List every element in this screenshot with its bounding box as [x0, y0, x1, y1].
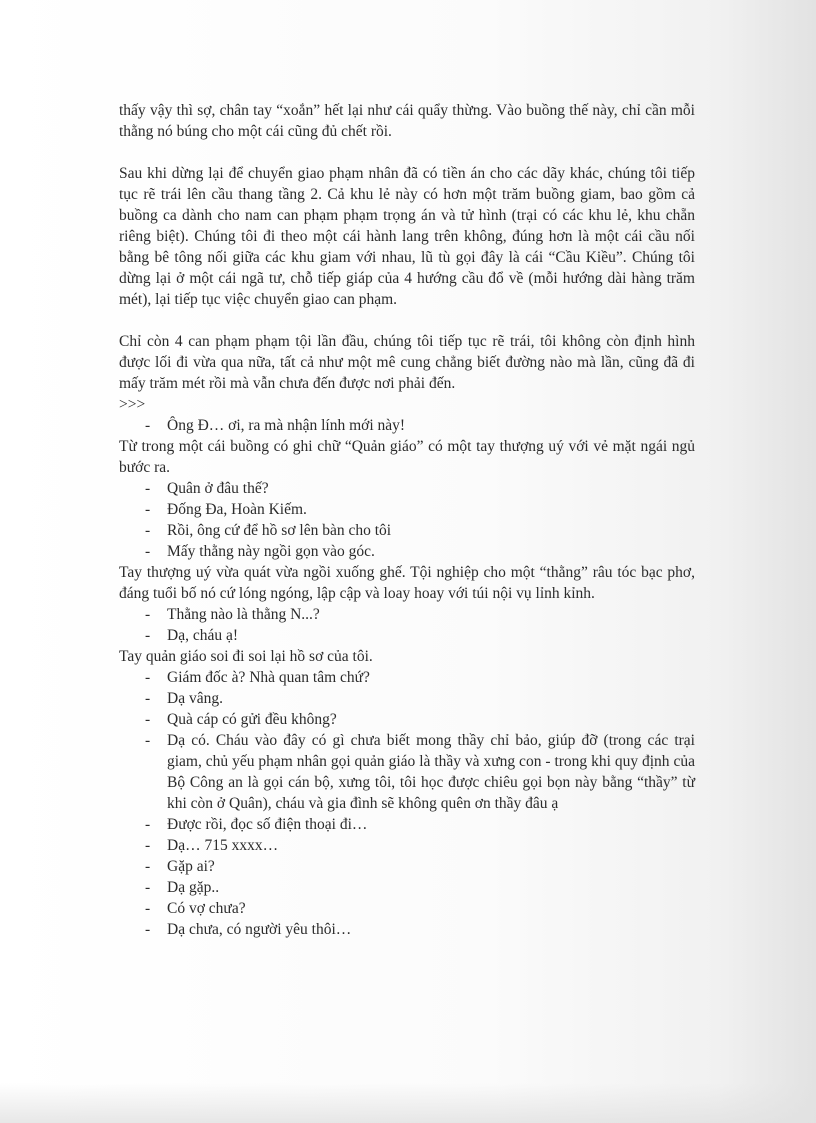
dialogue-line: [119, 730, 695, 814]
dash-bullet: -: [145, 522, 151, 539]
dialogue-list-3: [119, 604, 695, 646]
dialogue-line: [119, 520, 695, 541]
dialogue-list-4: [119, 667, 695, 940]
dash-bullet: -: [145, 921, 151, 938]
dialogue-text: Gặp ai?: [167, 858, 215, 875]
dialogue-text: Được rồi, đọc số điện thoại đi…: [167, 816, 368, 833]
dialogue-line: [119, 856, 695, 877]
dialogue-text: Rồi, ông cứ để hồ sơ lên bàn cho tôi: [167, 522, 392, 539]
dash-bullet: -: [145, 837, 151, 854]
dialogue-text: Mấy thằng này ngồi gọn vào góc.: [167, 543, 375, 560]
dialogue-text: Dạ gặp..: [167, 879, 220, 896]
dash-bullet: -: [145, 627, 151, 644]
paragraph-1: thấy vậy thì sợ, chân tay “xoắn” hết lại như cái quẩy thừng. Vào buồng thế này, chỉ cần mỗi thằng nó búng cho một cái cũng đủ chết rồi.: [119, 102, 695, 140]
dash-bullet: -: [145, 501, 151, 518]
dialogue-text: Có vợ chưa?: [167, 900, 246, 917]
dash-bullet: -: [145, 879, 151, 896]
dialogue-text: Thằng nào là thằng N...?: [167, 606, 320, 623]
paragraph-6: Tay quản giáo soi đi soi lại hồ sơ của tôi.: [119, 648, 373, 665]
dash-bullet: -: [145, 480, 151, 497]
paragraph-gap: [119, 142, 695, 163]
dialogue-text: Dạ có. Cháu vào đây có gì chưa biết mong thầy chỉ bảo, giúp đỡ (trong các trại giam, chủ yếu phạm nhân gọi quản giáo là thầy và xưng con - trong khi quy định của Bộ Công an là gọi cán bộ, xưng tôi, tôi học được chiêu gọi bọn này bằng “thầy” từ khi còn ở Quân), cháu và gia đình sẽ không quên ơn thầy đâu ạ: [167, 732, 695, 812]
paragraph-gap: [119, 310, 695, 331]
dash-bullet: -: [145, 858, 151, 875]
dash-bullet: -: [145, 732, 151, 749]
dash-bullet: -: [145, 543, 151, 560]
dialogue-text: Giám đốc à? Nhà quan tâm chứ?: [167, 669, 370, 686]
page-content: [119, 100, 695, 940]
page-bottom-shadow: [0, 1083, 816, 1123]
dash-bullet: -: [145, 669, 151, 686]
paragraph-5: Tay thượng uý vừa quát vừa ngồi xuống ghế. Tội nghiệp cho một “thằng” râu tóc bạc phơ, đáng tuổi bố nó cứ lóng ngóng, lập cập và loay hoay với túi nội vụ lỉnh kỉnh.: [119, 564, 695, 602]
dialogue-line: [119, 709, 695, 730]
section-marker: >>>: [119, 396, 146, 413]
dialogue-text: Quân ở đâu thế?: [167, 480, 269, 497]
dialogue-line: [119, 541, 695, 562]
dash-bullet: -: [145, 417, 151, 434]
dialogue-line: [119, 499, 695, 520]
dialogue-line: [119, 415, 695, 436]
dialogue-line: [119, 478, 695, 499]
dialogue-line: [119, 877, 695, 898]
dialogue-line: [119, 814, 695, 835]
dialogue-list-2: [119, 478, 695, 562]
dialogue-text: Dạ… 715 xxxx…: [167, 837, 279, 854]
dash-bullet: -: [145, 606, 151, 623]
dialogue-text: Dạ chưa, có người yêu thôi…: [167, 921, 352, 938]
dash-bullet: -: [145, 711, 151, 728]
dialogue-line: [119, 688, 695, 709]
dash-bullet: -: [145, 690, 151, 707]
dialogue-line: [119, 604, 695, 625]
dialogue-text: Đống Đa, Hoàn Kiếm.: [167, 501, 307, 518]
paragraph-3: Chỉ còn 4 can phạm phạm tội lần đầu, chúng tôi tiếp tục rẽ trái, tôi không còn định hình được lối đi vừa qua nữa, tất cả như một mê cung chẳng biết đường nào mà lần, cũng đã đi mấy trăm mét rồi mà vẫn chưa đến được nơi phải đến.: [119, 333, 695, 392]
dialogue-line: [119, 625, 695, 646]
dialogue-line: [119, 835, 695, 856]
dialogue-line: [119, 898, 695, 919]
dialogue-text: Dạ, cháu ạ!: [167, 627, 238, 644]
dialogue-text: Ông Đ… ơi, ra mà nhận lính mới này!: [167, 417, 406, 434]
paragraph-2: Sau khi dừng lại để chuyển giao phạm nhân đã có tiền án cho các dãy khác, chúng tôi tiếp tục rẽ trái lên cầu thang tầng 2. Cả khu lẻ này có hơn một trăm buồng giam, bao gồm cả buồng ca dành cho nam can phạm phạm trọng án và tử hình (trại có các khu lẻ, khu chẵn riêng biệt). Chúng tôi đi theo một cái hành lang trên không, đúng hơn là một cái cầu nối bằng bê tông nối giữa các khu giam với nhau, lũ tù gọi đây là cái “Cầu Kiều”. Chúng tôi dừng lại ở một cái ngã tư, chỗ tiếp giáp của 4 hướng cầu đổ về (mỗi hướng dài hàng trăm mét), lại tiếp tục việc chuyển giao can phạm.: [119, 165, 695, 308]
dash-bullet: -: [145, 816, 151, 833]
dash-bullet: -: [145, 900, 151, 917]
paragraph-4: Từ trong một cái buồng có ghi chữ “Quản giáo” có một tay thượng uý với vẻ mặt ngái ngủ bước ra.: [119, 438, 695, 476]
dialogue-text: Dạ vâng.: [167, 690, 223, 707]
dialogue-list-1: [119, 415, 695, 436]
dialogue-text: Quà cáp có gửi đều không?: [167, 711, 337, 728]
dialogue-line: [119, 919, 695, 940]
dialogue-line: [119, 667, 695, 688]
